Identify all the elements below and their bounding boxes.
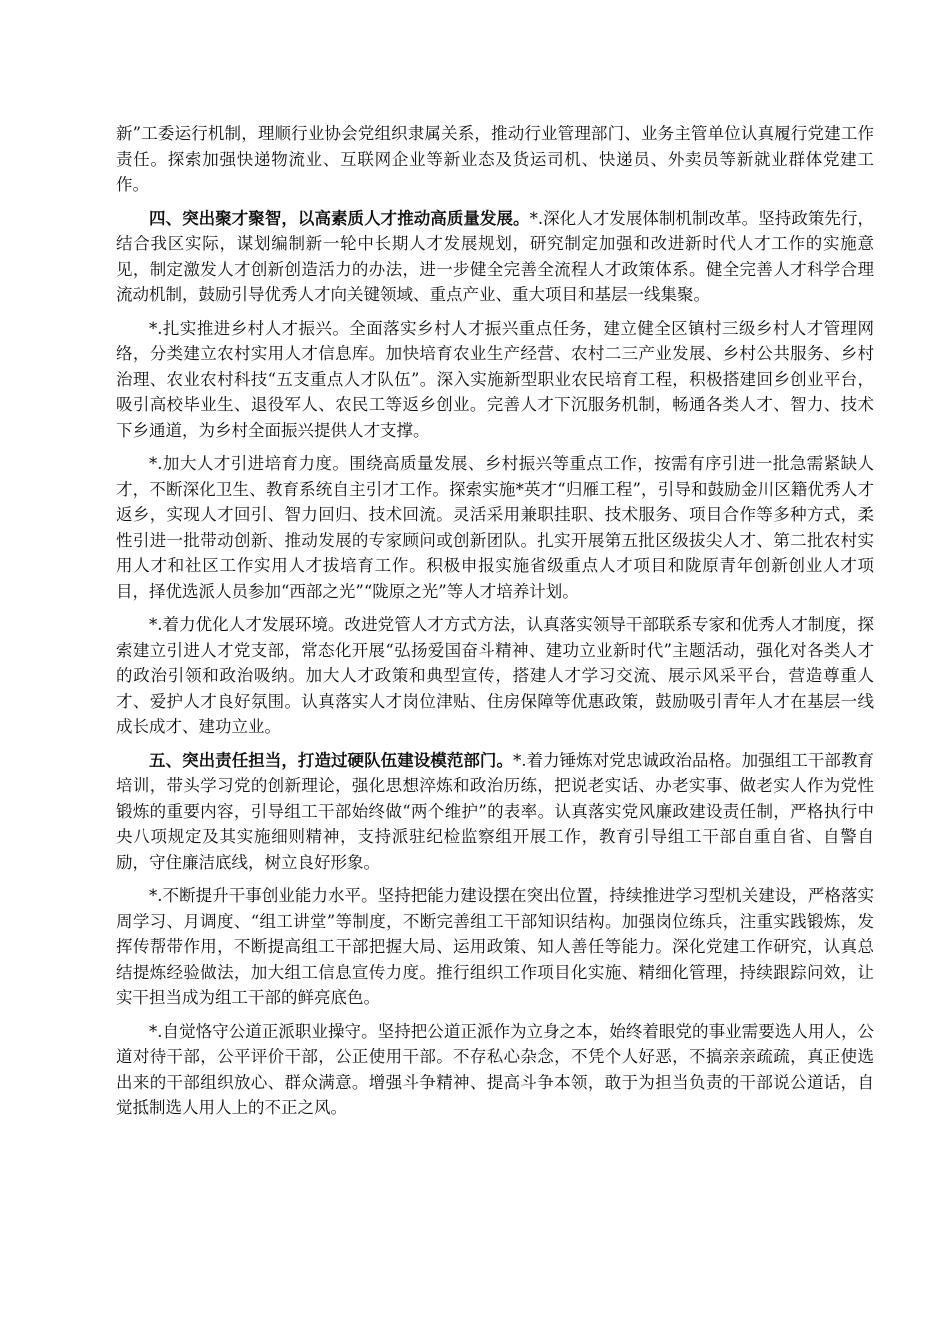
paragraph-text: *.加大人才引进培育力度。围绕高质量发展、乡村振兴等重点工作，按需有序引进一批急需紧缺人才，不断深化卫生、教育系统自主引才工作。探索实施*英才“归雁工程”，引导和鼓励金川区籍优秀人才返乡，实现人才回引、智力回归、技术回流。灵活采用兼职挂职、技术服务、项目合作等多种方式，柔性引进一批带动创新、推动发展的专家顾问或创新团队。扎实开展第五批区级拔尖人才、第二批农村实用人才和社区工作实用人才拔培育工作。积极申报实施省级重点人才项目和陇原青年创新创业人才项目，择优选派人员参加“西部之光”“陇原之光”等人才培养计划。 [116, 454, 874, 601]
paragraph-text: *.自觉恪守公道正派职业操守。坚持把公道正派作为立身之本，始终着眼党的事业需要选人用人，公道对待干部，公平评价干部，公正使用干部。不存私心杂念，不凭个人好恶，不搞亲亲疏疏，真正使选出来的干部组织放心、群众满意。增强斗争精神、提高斗争本领，敢于为担当负责的干部说公道话，自觉抵制选人用人上的不正之风。 [116, 1021, 874, 1117]
paragraph-text: *.深化人才发展体制机制改革。坚持政策先行，结合我区实际，谋划编制新一轮中长期人才发展规划，研究制定加强和改进新时代人才工作的实施意见，制定激发人才创新创造活力的办法，进一步健全完善全流程人才政策体系。健全完善人才科学合理流动机制，鼓励引导优秀人才向关键领域、重点产业、重大项目和基层一线集聚。 [116, 208, 875, 304]
paragraph-7 [116, 883, 874, 1011]
document-page [116, 121, 874, 1129]
section-heading-5: 五、突出责任担当，打造过硬队伍建设模范部门。 [149, 750, 514, 770]
paragraph-text: *.扎实推进乡村人才振兴。全面落实乡村人才振兴重点任务，建立健全区镇村三级乡村人才管理网络，分类建立农村实用人才信息库。加快培育农业生产经营、农村二三产业发展、乡村公共服务、乡村治理、农业农村科技“五支重点人才队伍”。深入实施新型职业农民培育工程，积极搭建回乡创业平台，吸引高校毕业生、退役军人、农民工等返乡创业。完善人才下沉服务机制，畅通各类人才、智力、技术下乡通道，为乡村全面振兴提供人才支撑。 [116, 318, 874, 440]
paragraph-5 [116, 612, 874, 740]
paragraph-3 [116, 316, 874, 444]
paragraph-6 [116, 748, 874, 876]
paragraph-4 [116, 451, 874, 604]
paragraph-2 [116, 206, 874, 308]
paragraph-text: *.不断提升干事创业能力水平。坚持把能力建设摆在突出位置，持续推进学习型机关建设，严格落实周学习、月调度、“组工讲堂”等制度，不断完善组工干部知识结构。加强岗位练兵，注重实践锻炼，发挥传帮带作用，不断提高组工干部把握大局、运用政策、知人善任等能力。深化党建工作研究，认真总结提炼经验做法，加大组工信息宣传力度。推行组织工作项目化实施、精细化管理，持续跟踪问效，让实干担当成为组工干部的鲜亮底色。 [116, 886, 874, 1007]
section-heading-4: 四、突出聚才聚智，以高素质人才推动高质量发展。 [149, 208, 530, 228]
paragraph-text: *.着力锤炼对党忠诚政治品格。加强组工干部教育培训，带头学习党的创新理论，强化思想淬炼和政治历练，把说老实话、办老实事、做老实人作为党性锻炼的重要内容，引导组工干部始终做“两个维护”的表率。认真落实党风廉政建设责任制，严格执行中央八项规定及其实施细则精神，支持派驻纪检监察组开展工作，教育引导组工干部自重自省、自警自励，守住廉洁底线，树立良好形象。 [116, 750, 875, 872]
paragraph-1 [116, 121, 874, 198]
paragraph-text: 新”工委运行机制，理顺行业协会党组织隶属关系，推动行业管理部门、业务主管单位认真履行党建工作责任。探索加强快递物流业、互联网企业等新业态及货运司机、快递员、外卖员等新就业群体党建工作。 [116, 124, 874, 194]
paragraph-text: *.着力优化人才发展环境。改进党管人才方式方法，认真落实领导干部联系专家和优秀人才制度，探索建立引进人才党支部，常态化开展“弘扬爱国奋斗精神、建功立业新时代”主题活动，强化对各类人才的政治引领和政治吸纳。加大人才政策和典型宣传，搭建人才学习交流、展示风采平台，营造尊重人才、爱护人才良好氛围。认真落实人才岗位津贴、住房保障等优惠政策，鼓励吸引青年人才在基层一线成长成才、建功立业。 [116, 615, 874, 736]
paragraph-8 [116, 1019, 874, 1121]
